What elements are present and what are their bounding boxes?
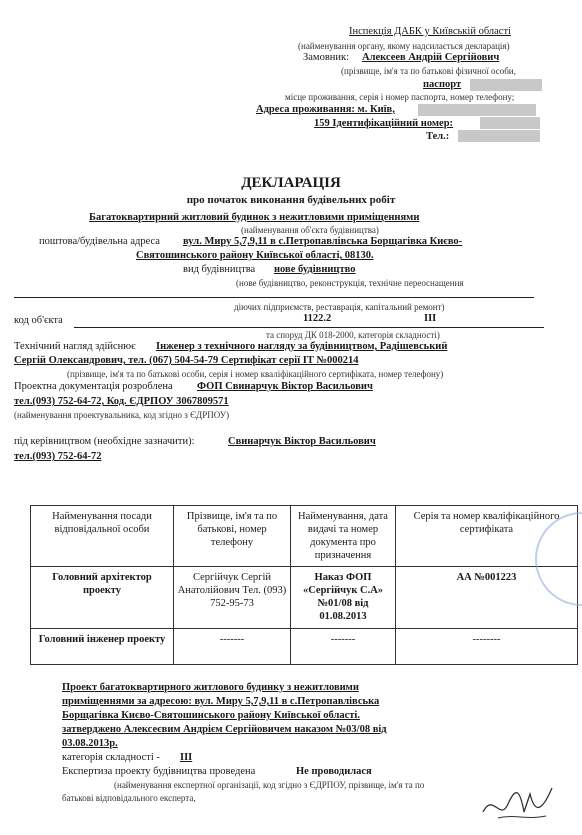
- expertise-prefix: Експертиза проекту будівництва проведена: [62, 766, 256, 777]
- leader-phone: тел.(093) 752-64-72: [14, 451, 102, 462]
- complexity-category-value: ІІІ: [424, 313, 437, 324]
- object-code-value: 1122.2: [303, 313, 332, 324]
- inspection-name: Інспекція ДАБК у Київській області: [349, 26, 511, 37]
- supervision-prefix: Технічний нагляд здійснює: [14, 341, 136, 352]
- table-cell: -------: [291, 629, 396, 665]
- table-cell: Сергійчук Сергій Анатолійович Тел. (093) 752-95-73: [174, 567, 291, 629]
- project-docs-prefix: Проектна документація розроблена: [14, 381, 173, 392]
- construction-kind-note: (нове будівництво, реконструкція, технічне переоснащення: [236, 278, 464, 288]
- passport-note: місце проживання, серія і номер паспорта, номер телефону;: [285, 92, 515, 102]
- table-header-cell: Серія та номер кваліфікаційного сертифіката: [396, 506, 578, 567]
- table-row: [31, 629, 578, 665]
- supervision-line-2: Сергій Олександрович, тел. (067) 504-54-79 Сертифікат серії ІТ №000214: [14, 355, 359, 366]
- responsible-persons-table: [30, 505, 578, 665]
- category-label: категорія складності -: [62, 752, 160, 763]
- category-value: ІІІ: [180, 752, 193, 763]
- leader-label: під керівництвом (необхідне зазначити):: [14, 436, 195, 447]
- declaration-title: ДЕКЛАРАЦІЯ: [241, 175, 341, 191]
- construction-kind-label: вид будівництва: [183, 264, 256, 275]
- phone-label: Тел.:: [426, 131, 450, 142]
- table-header-cell: Найменування посади відповідальної особи: [31, 506, 174, 567]
- table-header-cell: Найменування, дата видачі та номер документа про призначення: [291, 506, 396, 567]
- approval-line-5: 03.08.2013р.: [62, 738, 118, 749]
- passport-label: паспорт: [423, 79, 462, 90]
- object-name: Багатоквартирний житловий будинок з нежитловими приміщеннями: [89, 212, 420, 223]
- approval-line-3: Борщагівка Києво-Святошинського району Київської області.: [62, 710, 360, 721]
- table-row: [31, 567, 578, 629]
- table-cell: Головний інженер проекту: [31, 629, 174, 665]
- object-address-line-2: Святошинського району Київської області, 08130.: [136, 250, 374, 261]
- object-address-line-1: вул. Миру 5,7,9,11 в с.Петропавлівська Борщагівка Києво-: [183, 236, 463, 247]
- customer-name: Алексеев Андрій Сергійович: [362, 52, 500, 63]
- tax-id-label: 159 Ідентифікаційний номер:: [314, 118, 454, 129]
- table-header-cell: Прізвище, ім'я та по батькові, номер телефону: [174, 506, 291, 567]
- object-code-label: код об'єкта: [14, 315, 63, 326]
- customer-label: Замовник:: [303, 52, 350, 63]
- declaration-subtitle: про початок виконання будівельних робіт: [186, 194, 396, 206]
- table-cell: -------: [174, 629, 291, 665]
- project-developer: ФОП Свинарчук Віктор Васильович: [197, 381, 373, 392]
- table-cell: --------: [396, 629, 578, 665]
- address-label: Адреса проживання: м. Київ,: [256, 104, 395, 115]
- leader-name: Свинарчук Віктор Васильович: [228, 436, 376, 447]
- redacted-passport: [470, 79, 542, 91]
- approval-line-2: приміщеннями за адресою: вул. Миру 5,7,9,11 в с.Петропавлівська: [62, 696, 380, 707]
- supervision-note: (прізвище, ім'я та по батькові особи, серія і номер кваліфікаційного сертифіката, номер телефону): [67, 369, 444, 379]
- inspection-note: (найменування органу, якому надсилається декларація): [298, 41, 510, 51]
- approval-line-4: затверджено Алексеєвим Андрієм Сергійовичем наказом №03/08 від: [62, 724, 387, 735]
- redacted-address: [418, 104, 536, 116]
- developer-note: (найменування проектувальника, код згідно з ЄДРПОУ): [14, 410, 230, 420]
- redacted-phone: [458, 130, 540, 142]
- kind-divider: [14, 297, 534, 298]
- supervision-line-1: Інженер з технічного нагляду за будівництвом, Радішевський: [156, 341, 448, 352]
- table-cell: Головний архітектор проекту: [31, 567, 174, 629]
- construction-kind-value: нове будівництво: [274, 264, 356, 275]
- expertise-value: Не проводилася: [296, 766, 372, 777]
- developer-phone-line: тел.(093) 752-64-72, Код. ЄДРПОУ 3067809571: [14, 396, 229, 407]
- table-cell: Наказ ФОП «Сергійчук С.А» №01/08 від 01.08.2013: [291, 567, 396, 629]
- table-header-row: [31, 506, 578, 567]
- approval-line-1: Проект багатоквартирного житлового будинку з нежитловими: [62, 682, 359, 693]
- object-name-note: (найменування об'єкта будівництва): [241, 225, 379, 235]
- construction-kind-note-2: діючих підприємств, реставрація, капітальний ремонт): [234, 302, 445, 312]
- address-prefix: поштова/будівельна адреса: [39, 236, 160, 247]
- redacted-tax-id: [480, 117, 540, 129]
- object-code-line: [74, 327, 544, 328]
- expertise-note-2: батькові відповідального експерта,: [62, 793, 196, 803]
- table-cell: АА №001223: [396, 567, 578, 629]
- expertise-note-1: (найменування експертної організації, код згідно з ЄДРПОУ, прізвище, ім'я та по: [114, 780, 425, 790]
- object-code-note: та споруд ДК 018-2000, категорія складності): [266, 330, 440, 340]
- customer-note: (прізвище, ім'я та по батькові фізичної особи,: [341, 66, 516, 76]
- signature: [478, 782, 558, 828]
